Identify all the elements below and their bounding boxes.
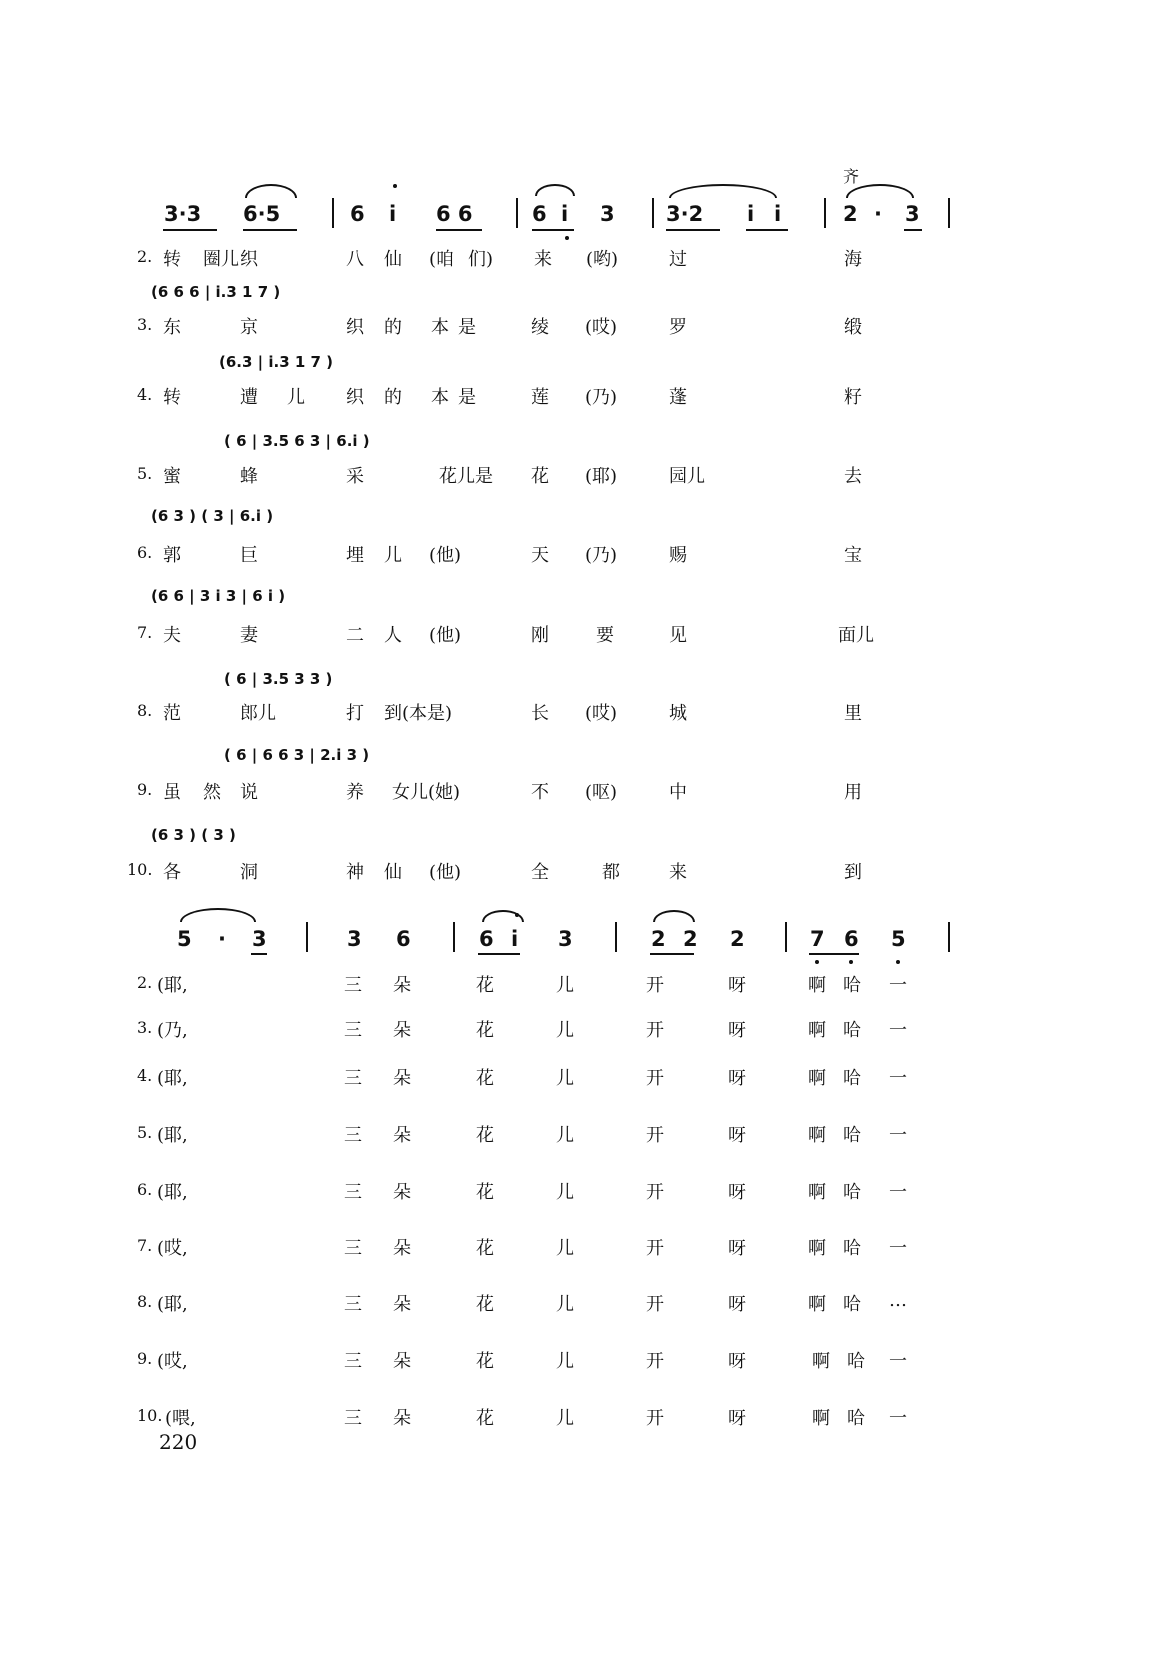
note-4: i <box>561 202 569 226</box>
beam-1f <box>746 229 788 231</box>
variant-line-4: (6.3 | i.3 1 7 ) <box>219 353 334 371</box>
variant-line-5: ( 6 | 3.5 6 3 | 6.i ) <box>224 432 370 450</box>
barline-1e <box>948 198 950 228</box>
note-9: 3 <box>905 202 920 226</box>
note-6: i <box>747 202 755 226</box>
beam-1c <box>436 229 482 231</box>
variant-line-7: (6 6 | 3 i 3 | 6 i ) <box>151 587 286 605</box>
note-dot: · <box>874 202 882 226</box>
beam-2b <box>478 953 520 955</box>
barline-1d <box>824 198 826 228</box>
beam-1g <box>904 229 922 231</box>
sheet-music-page: 齐 3·3 6·5 6 i 6 6 6 i 3 3·2 i i 2 · 3 2. 转 圈儿 织 八 仙 (咱 们) 来 (哟) 过 海 (6 6 6 | i.3 1 7 ) 3. 东 京 织 的 本 是 绫 (哎) 罗 缎 (6.3 | i.3 1 7 ) 4. 转 遭 儿 织 的 本 是 莲 (乃) 蓬 籽 ( 6 | 3.5 6 3 | 6.i ) 5. 蜜 蜂 采 花儿是 花 (耶) 园儿 去 (6 3 ) ( 3 | 6.i ) 6. 郭 巨 埋 儿 (他) 天 (乃) 赐 宝 (6 6 | 3 i 3 | 6 i ) 7. 夫 妻 二 人 (他) 刚 要 见 面儿 ( 6 | 3.5 3 3 ) 8. 范 郎儿 打 到(本是) 长 (哎) 城 里 ( 6 | 6 6 3 | 2.i 3 ) 9. 虽 然 说 养 女儿(她) 不 (呕) 中 用 (6 3 ) ( 3 ) 10. 各 洞 神 仙 (他) 全 都 来 到 5 · 3 3 6 6 i 3 2 2 2 7 6 5 2. (耶, 三 朵 花 儿 开 呀 啊 哈 一 3. (乃, 三 朵 花 儿 开 呀 啊 哈 一 4. (耶, 三 朵 花 儿 开 呀 啊 哈 一 5. (耶, 三 朵 花 儿 开 呀 啊 哈 一 6. (耶, 三 朵 花 儿 开 呀 啊 哈 一 7. (哎, 三 朵 花 儿 开 呀 啊 哈 一 8. (耶, 三 朵 花 儿 开 呀 啊 哈 … 9. (哎, 三 朵 花 儿 开 呀 啊 哈 一 10. (喂, 三 朵 花 儿 开 呀 啊 哈 一 220 <box>0 0 1157 1664</box>
note-3: 6 <box>532 202 547 226</box>
barline-1c <box>652 198 654 228</box>
tie-line-1a <box>245 184 297 198</box>
variant-line-6: (6 3 ) ( 3 | 6.i ) <box>151 507 274 525</box>
variant-line-9: ( 6 | 6 6 3 | 2.i 3 ) <box>224 746 370 764</box>
tie-line-1b <box>535 184 575 196</box>
note-7: i <box>774 202 782 226</box>
note-group-3: 6 6 <box>436 202 473 226</box>
barline-2b <box>453 922 455 952</box>
note-5: 3 <box>600 202 615 226</box>
beam-2a <box>251 953 267 955</box>
variant-line-3: (6 6 6 | i.3 1 7 ) <box>151 283 281 301</box>
variant-line-8: ( 6 | 3.5 3 3 ) <box>224 670 333 688</box>
barline-2a <box>306 922 308 952</box>
beam-2d <box>809 953 859 955</box>
beam-1e <box>666 229 720 231</box>
note-group-4: 3·2 <box>666 202 704 226</box>
octave-dot-3 <box>515 913 519 917</box>
octave-dot-6 <box>896 960 900 964</box>
beam-1a <box>163 229 217 231</box>
variant-line-10: (6 3 ) ( 3 ) <box>151 826 236 844</box>
note-2: i <box>389 202 397 226</box>
tie-line-1c <box>669 184 777 198</box>
note-1: 6 <box>350 202 365 226</box>
beam-2c <box>650 953 694 955</box>
octave-dot-1 <box>393 184 397 188</box>
barline-2e <box>948 922 950 952</box>
barline-1b <box>516 198 518 228</box>
barline-2d <box>785 922 787 952</box>
note-group-2: 6·5 <box>243 202 281 226</box>
note-8: 2 <box>843 202 858 226</box>
top-marking: 齐 <box>843 167 860 186</box>
barline-1a <box>332 198 334 228</box>
octave-dot-5 <box>849 960 853 964</box>
page-number: 220 <box>159 1430 198 1454</box>
tie-line-2c <box>653 910 695 922</box>
note-group-1: 3·3 <box>164 202 202 226</box>
beam-1b <box>243 229 297 231</box>
beam-1d <box>532 229 574 231</box>
octave-dot-4 <box>815 960 819 964</box>
barline-2c <box>615 922 617 952</box>
tie-line-2a <box>180 908 256 922</box>
octave-dot-2 <box>565 236 569 240</box>
